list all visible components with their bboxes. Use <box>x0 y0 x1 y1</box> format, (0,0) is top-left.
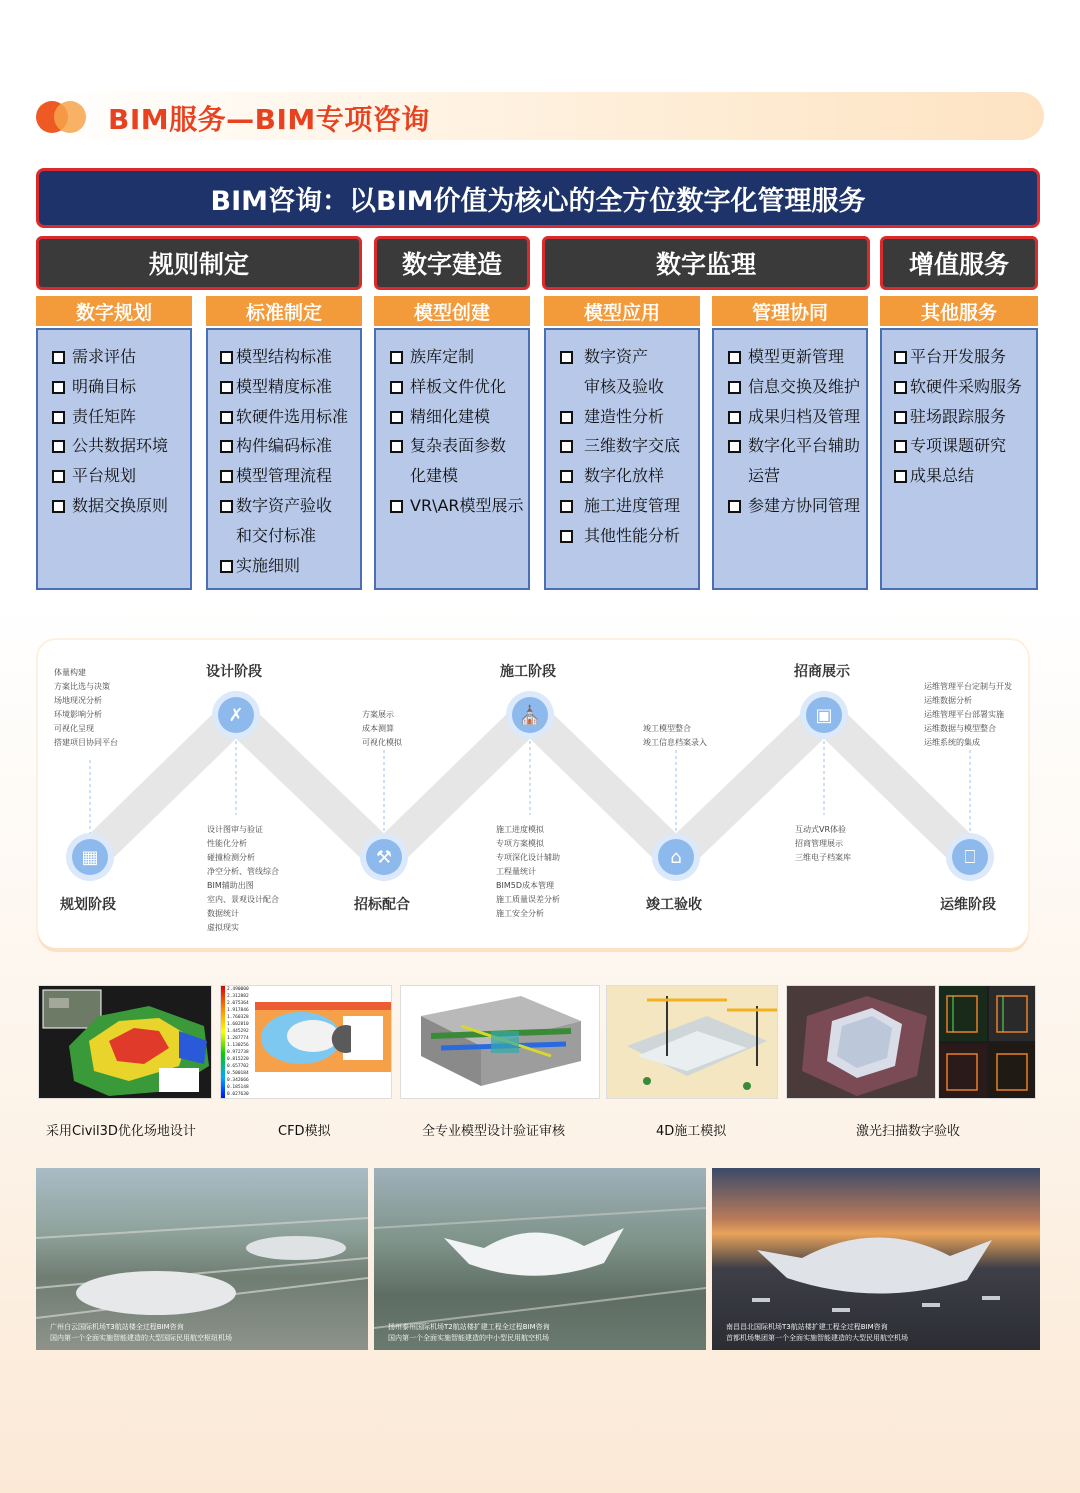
photo-caption <box>388 1322 550 1344</box>
service-column <box>544 328 700 590</box>
service-column <box>374 328 530 590</box>
4d-simulation-image <box>606 985 778 1099</box>
airport-photo <box>712 1168 1040 1350</box>
stage-notes <box>362 708 402 750</box>
note-text: 互动式VR体验 <box>795 825 847 834</box>
service-column <box>206 328 362 590</box>
note-text: 运维数据与模型整合 <box>924 724 996 733</box>
list-item: 软硬件选用标准 <box>218 402 354 432</box>
note-text: 净空分析、管线综合 <box>207 867 279 876</box>
scale-tick: 2.075364 <box>227 1001 249 1006</box>
column-header: 模型创建 <box>374 296 530 326</box>
scale-tick: 1.287774 <box>227 1036 249 1041</box>
list-item: 模型更新管理 <box>726 342 860 372</box>
photo-caption <box>50 1322 232 1344</box>
note-text: 性能化分析 <box>207 839 247 848</box>
list-item: 施工进度管理 <box>558 491 692 521</box>
main-banner: BIM咨询：以BIM价值为核心的全方位数字化管理服务 <box>36 168 1040 228</box>
list-item: 专项课题研究 <box>892 431 1030 461</box>
airport-photo <box>36 1168 368 1350</box>
note-text: 方案比选与决策 <box>54 682 110 691</box>
list-item: 运营 <box>748 466 781 486</box>
cfd-scale <box>227 986 249 1098</box>
note-text: 专项方案模拟 <box>496 839 544 848</box>
list-item: 数字化平台辅助 <box>726 431 860 461</box>
model-review-image <box>400 985 600 1099</box>
category-digital-supervision: 数字监理 <box>542 236 870 290</box>
list-item: 实施细则 <box>218 551 354 581</box>
note-text: 可视化模拟 <box>362 738 402 747</box>
stage-notes <box>795 823 851 865</box>
note-text: 运维数据分析 <box>924 696 972 705</box>
image-caption: 采用Civil3D优化场地设计 <box>46 1124 196 1139</box>
list-item: 平台开发服务 <box>892 342 1030 372</box>
note-text: 可视化呈现 <box>54 724 94 733</box>
list-item: 驻场跟踪服务 <box>892 402 1030 432</box>
list-item: 信息交换及维护 <box>726 372 860 402</box>
list-item: 软硬件采购服务 <box>892 372 1030 402</box>
scale-tick: 2.490000 <box>227 987 249 992</box>
laser-scan-image <box>786 985 936 1099</box>
note-text: 体量构建 <box>54 668 86 677</box>
list-item: VR\AR模型展示 <box>388 491 522 521</box>
scale-tick: 0.972738 <box>227 1050 249 1055</box>
caption-line: 广州白云国际机场T3航站楼全过程BIM咨询 <box>50 1323 184 1331</box>
caption-line: 南昌昌北国际机场T3航站楼扩建工程全过程BIM咨询 <box>726 1323 888 1331</box>
stage-label: 招商展示 <box>794 664 850 680</box>
list-item: 族库定制 <box>388 342 522 372</box>
note-text: 成本测算 <box>362 724 394 733</box>
crane-icon: ⛪ <box>506 691 554 739</box>
note-text: 施工进度模拟 <box>496 825 544 834</box>
scale-tick: 0.027630 <box>227 1092 249 1097</box>
page-title: BIM服务—BIM专项咨询 <box>108 103 430 136</box>
list-item: 数字化放样 <box>558 461 692 491</box>
note-text: 室内、景观设计配合 <box>207 895 279 904</box>
column-header: 标准制定 <box>206 296 362 326</box>
stage-label: 竣工验收 <box>646 897 702 913</box>
list-item: 精细化建模 <box>388 402 522 432</box>
category-rules: 规则制定 <box>36 236 362 290</box>
stage-label: 设计阶段 <box>206 664 262 680</box>
service-column <box>880 328 1038 590</box>
note-text: 运维系统的集成 <box>924 738 980 747</box>
scale-tick: 2.312882 <box>227 994 249 999</box>
note-text: 竣工模型整合 <box>643 724 691 733</box>
caption-line: 首都机场集团第一个全面实施智能建造的大型民用航空机场 <box>726 1334 908 1342</box>
note-text: 方案展示 <box>362 710 394 719</box>
scale-tick: 1.130256 <box>227 1043 249 1048</box>
note-text: 招商管理展示 <box>795 839 843 848</box>
note-text: 搭建项目协同平台 <box>54 738 118 747</box>
column-header: 模型应用 <box>544 296 700 326</box>
list-item: 责任矩阵 <box>50 402 184 432</box>
column-header: 其他服务 <box>880 296 1038 326</box>
list-item: 数字资产 <box>558 342 692 372</box>
caption-line: 国内第一个全面实施智能建造的大型国际民用航空枢纽机场 <box>50 1334 232 1342</box>
monitor-icon: ⎕ <box>946 833 994 881</box>
note-text: 虚拟现实 <box>207 923 239 932</box>
list-item: 需求评估 <box>50 342 184 372</box>
stage-label: 施工阶段 <box>500 664 556 680</box>
list-item: 参建方协同管理 <box>726 491 860 521</box>
list-item: 明确目标 <box>50 372 184 402</box>
list-item: 成果归档及管理 <box>726 402 860 432</box>
list-item: 和交付标准 <box>236 525 317 545</box>
list-item: 构件编码标准 <box>218 431 354 461</box>
note-text: 运维管理平台部署实施 <box>924 710 1004 719</box>
airport-photo <box>374 1168 706 1350</box>
note-text: 环境影响分析 <box>54 710 102 719</box>
list-item: 成果总结 <box>892 461 1030 491</box>
photo-caption <box>726 1322 908 1344</box>
list-item: 样板文件优化 <box>388 372 522 402</box>
scale-tick: 1.760328 <box>227 1015 249 1020</box>
stage-notes <box>496 823 560 921</box>
note-text: 数据统计 <box>207 909 239 918</box>
service-column <box>712 328 868 590</box>
stage-notes <box>643 722 707 750</box>
image-caption: 全专业模型设计验证审核 <box>422 1124 566 1139</box>
service-column <box>36 328 192 590</box>
list-item: 数据交换原则 <box>50 491 184 521</box>
scale-tick: 1.602810 <box>227 1022 249 1027</box>
note-text: 施工安全分析 <box>496 909 544 918</box>
note-text: 场地现况分析 <box>54 696 102 705</box>
column-header: 数字规划 <box>36 296 192 326</box>
list-item: 建造性分析 <box>558 402 692 432</box>
list-item: 审核及验收 <box>584 376 665 396</box>
note-text: BIM辅助出图 <box>207 881 254 890</box>
list-item: 公共数据环境 <box>50 431 184 461</box>
caption-line: 国内第一个全面实施智能建造的中小型民用航空机场 <box>388 1334 549 1342</box>
list-item: 模型管理流程 <box>218 461 354 491</box>
cfd-image <box>220 985 392 1099</box>
note-text: 运维管理平台定制与开发 <box>924 682 1012 691</box>
header-dot-icon <box>54 101 86 133</box>
map-icon: ▦ <box>66 833 114 881</box>
note-text: 三维电子档案库 <box>795 853 851 862</box>
list-item: 复杂表面参数 <box>388 431 522 461</box>
list-item: 模型结构标准 <box>218 342 354 372</box>
scale-tick: 0.185148 <box>227 1085 249 1090</box>
image-caption: 激光扫描数字验收 <box>856 1124 961 1139</box>
list-item: 平台规划 <box>50 461 184 491</box>
scale-tick: 0.657702 <box>227 1064 249 1069</box>
stage-label: 运维阶段 <box>940 897 996 913</box>
note-text: 设计图审与验证 <box>207 825 263 834</box>
gavel-icon: ⚒ <box>360 833 408 881</box>
note-text: 专项深化设计辅助 <box>496 853 560 862</box>
house-icon: ⌂ <box>652 833 700 881</box>
stage-notes <box>924 680 1012 750</box>
stage-notes <box>54 666 118 750</box>
laser-scan-detail-image <box>938 985 1036 1099</box>
civil3d-image <box>38 985 212 1099</box>
category-digital-construction: 数字建造 <box>374 236 530 290</box>
scale-tick: 0.815220 <box>227 1057 249 1062</box>
tools-icon: ✗ <box>212 691 260 739</box>
note-text: 工程量统计 <box>496 867 536 876</box>
list-item: 模型精度标准 <box>218 372 354 402</box>
scale-tick: 1.445292 <box>227 1029 249 1034</box>
image-caption: CFD模拟 <box>278 1124 331 1139</box>
stage-label: 规划阶段 <box>60 897 116 913</box>
scale-tick: 0.342666 <box>227 1078 249 1083</box>
stage-label: 招标配合 <box>354 897 410 913</box>
note-text: 施工质量误差分析 <box>496 895 560 904</box>
scale-tick: 1.917846 <box>227 1008 249 1013</box>
category-value-added: 增值服务 <box>880 236 1038 290</box>
list-item: 其他性能分析 <box>558 521 692 551</box>
note-text: 碰撞检测分析 <box>207 853 255 862</box>
list-item: 化建模 <box>410 466 459 486</box>
stage-notes <box>207 823 279 935</box>
image-caption: 4D施工模拟 <box>656 1124 727 1139</box>
list-item: 数字资产验收 <box>218 491 354 521</box>
store-icon: ▣ <box>800 691 848 739</box>
column-header: 管理协同 <box>712 296 868 326</box>
note-text: BIM5D成本管理 <box>496 881 554 890</box>
scale-tick: 0.500184 <box>227 1071 249 1076</box>
list-item: 三维数字交底 <box>558 431 692 461</box>
note-text: 竣工信息档案录入 <box>643 738 707 747</box>
caption-line: 扬州泰州国际机场T2航站楼扩建工程全过程BIM咨询 <box>388 1323 550 1331</box>
